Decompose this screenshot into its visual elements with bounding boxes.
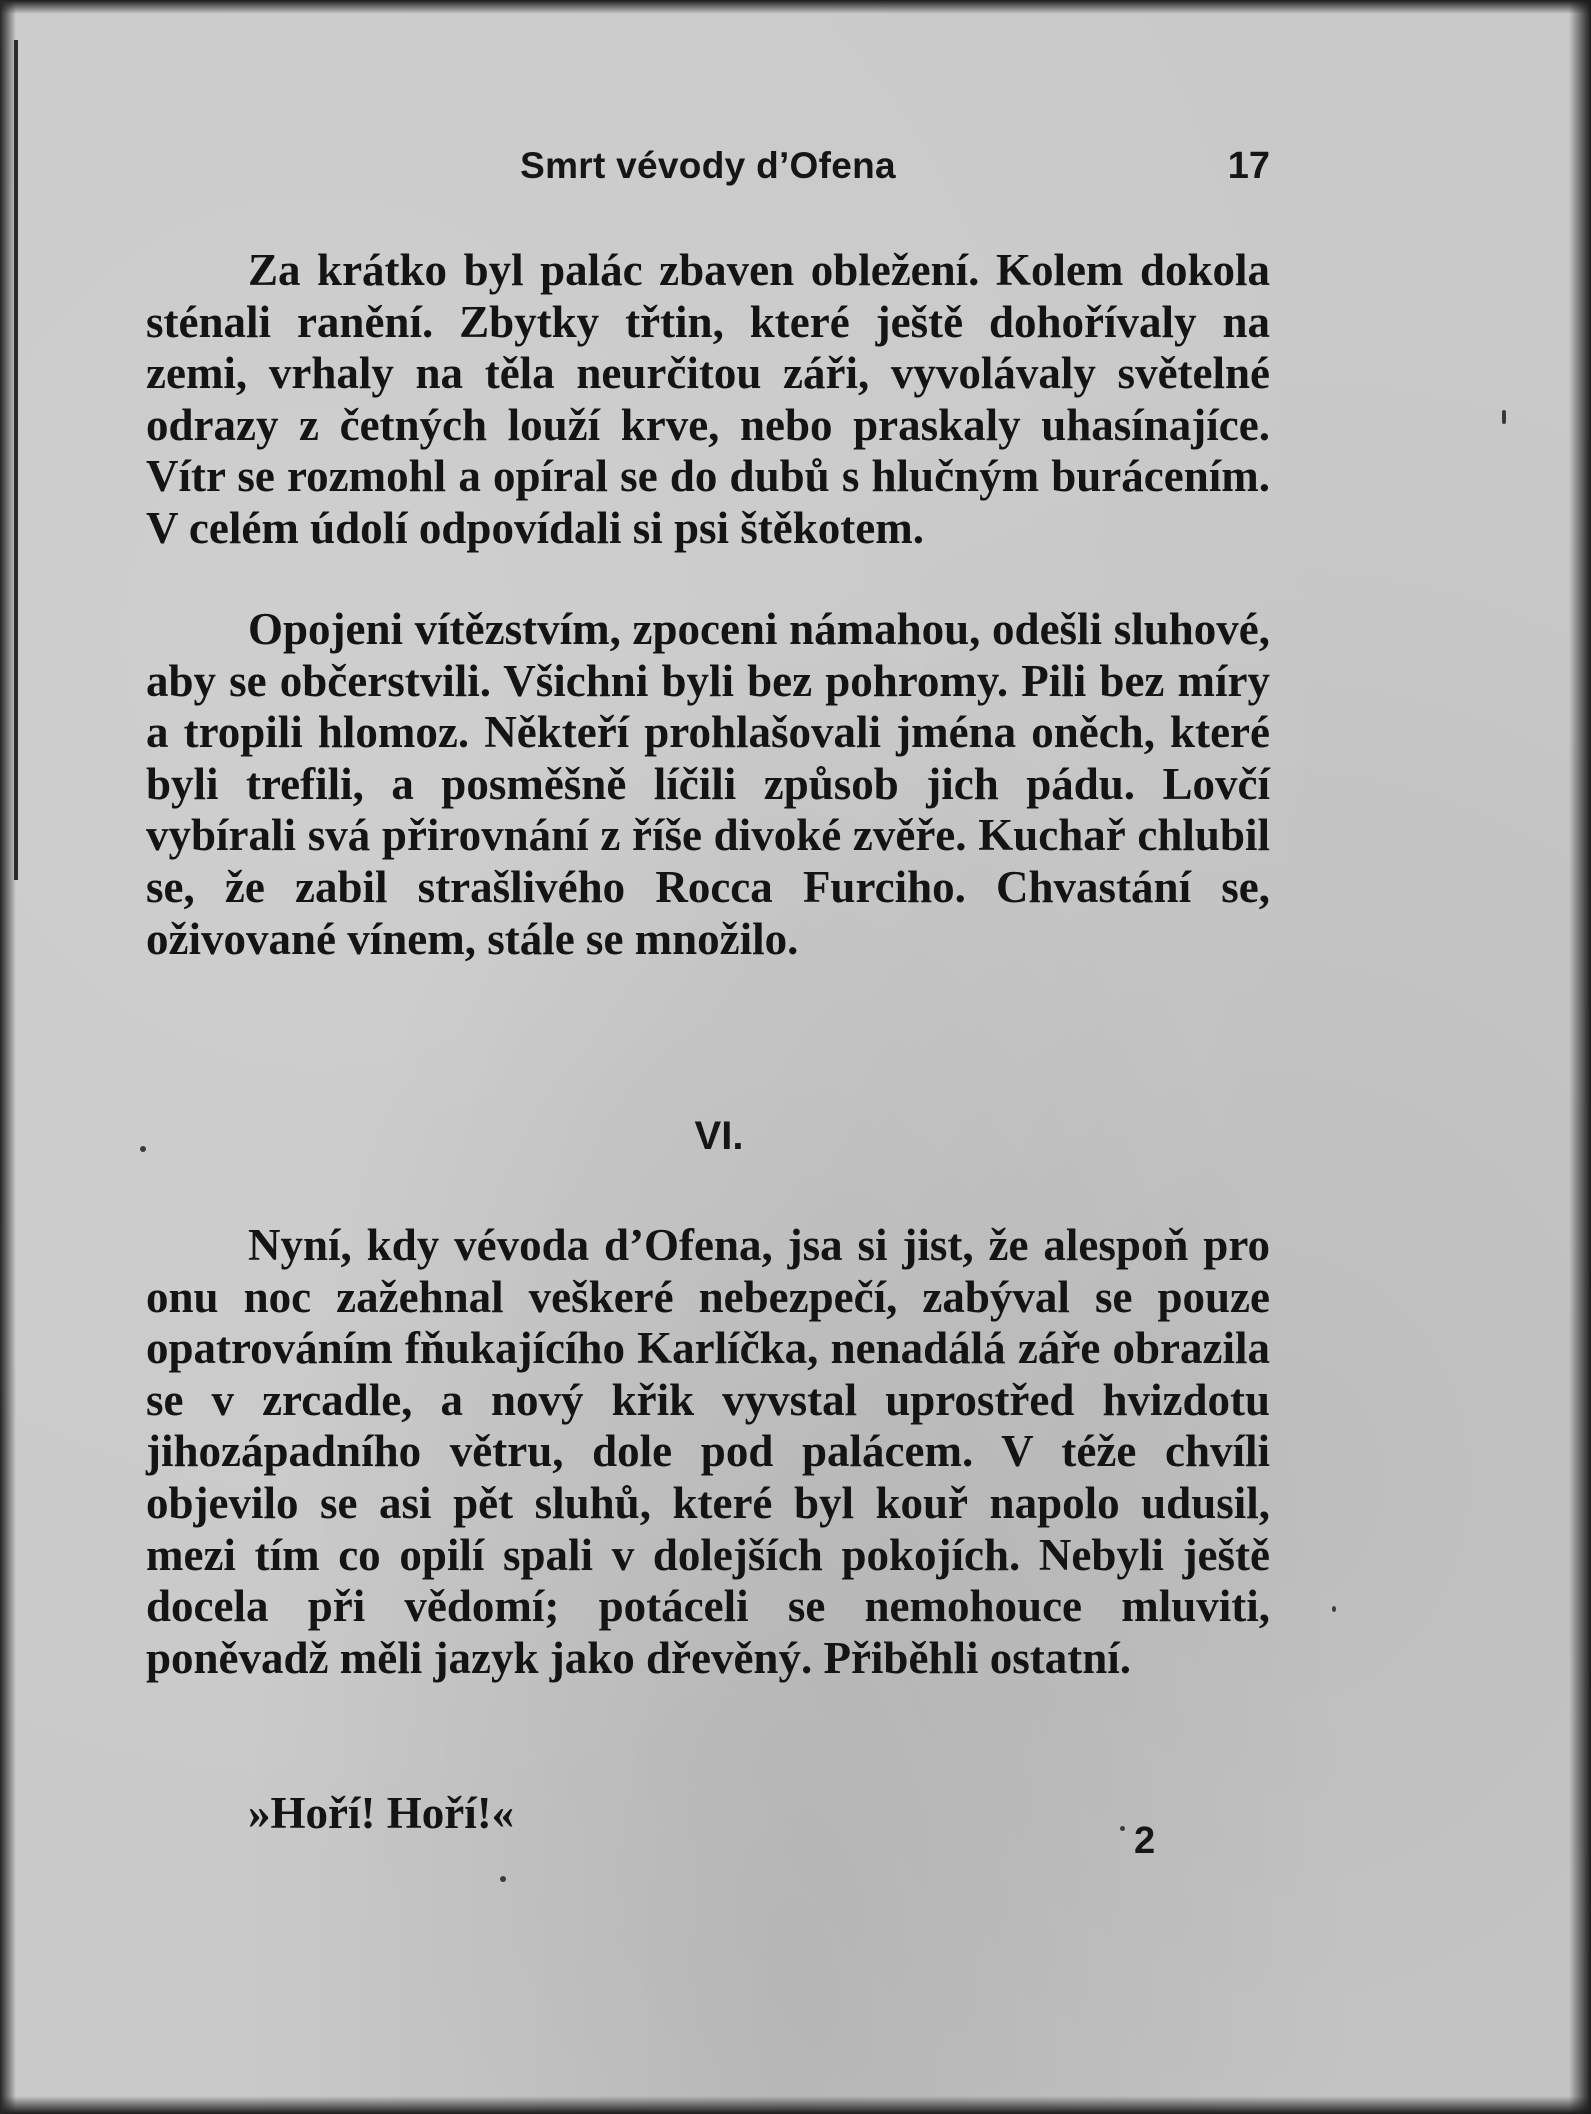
binding-shadow	[14, 40, 18, 880]
scan-speck	[1120, 1826, 1125, 1831]
page-number: 17	[1227, 145, 1270, 187]
scan-edge-top	[0, 0, 1591, 14]
running-title: Smrt vévody d’Ofena	[520, 145, 896, 186]
scan-edge-bottom	[0, 2096, 1591, 2114]
scan-speck	[1502, 410, 1506, 424]
page-header	[146, 145, 1270, 201]
scan-speck	[140, 1146, 146, 1152]
signature-mark: 2	[1134, 1820, 1156, 1862]
scan-speck	[1332, 1606, 1336, 1612]
chapter-heading: VI.	[694, 1114, 744, 1158]
paragraph-1: Za krátko byl palác zbaven obležení. Kolem dokola sténali ranění. Zbytky třtin, které ještě dohořívaly na zemi, vrhaly na těla neurčitou záři, vyvolávaly světelné odrazy z četných louží krve, nebo praskaly uhasínajíce. Vítr se rozmohl a opíral se do dubů s hlučným burácením. V celém údolí odpovídali si psi štěkotem.	[146, 245, 1270, 553]
paragraph-4: »Hoří! Hoří!«	[248, 1788, 515, 1838]
paragraph-2: Opojeni vítězstvím, zpoceni námahou, odešli sluhové, aby se občerstvili. Všichni byli bez pohromy. Pili bez míry a tropili hlomoz. Někteří prohlašovali jména oněch, které byli trefili, a posměšně líčili způsob jich pádu. Lovčí vybírali svá přirovnání z říše divoké zvěře. Kuchař chlubil se, že zabil strašlivého Rocca Furciho. Chvastání se, oživované vínem, stále se množilo.	[146, 604, 1270, 964]
scan-edge-right	[1569, 0, 1591, 2114]
paragraph-3: Nyní, kdy vévoda d’Ofena, jsa si jist, že alespoň pro onu noc zažehnal veškeré nebezpečí, zabýval se pouze opatrováním fňukajícího Karlíčka, nenadálá záře obrazila se v zrcadle, a nový křik vyvstal uprostřed hvizdotu jihozápadního větru, dole pod palácem. V téže chvíli objevilo se asi pět sluhů, které byl kouř napolo udusil, mezi tím co opilí spali v dolejších pokojích. Nebyli ještě docela při vědomí; potáceli se nemohouce mluviti, poněvadž měli jazyk jako dřevěný. Přiběhli ostatní.	[146, 1220, 1270, 1683]
scan-speck	[500, 1876, 506, 1882]
